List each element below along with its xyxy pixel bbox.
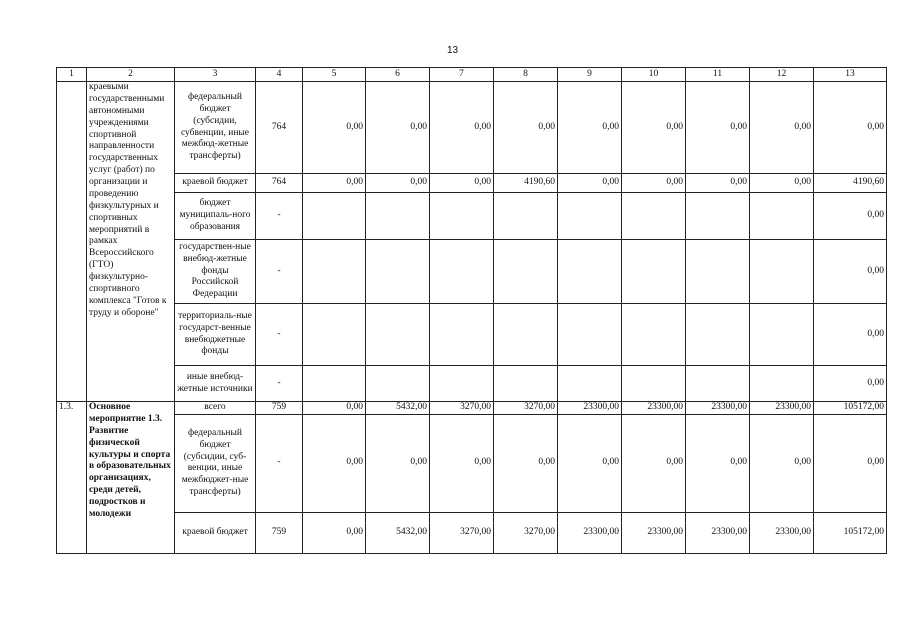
amount-cell-col-7	[430, 366, 494, 402]
table-row	[57, 512, 887, 553]
amount-cell-col-12: 23300,00	[750, 402, 814, 415]
amount-cell-col-8: 0,00	[494, 414, 558, 512]
budget-code: -	[256, 366, 303, 402]
amount-cell-col-8	[494, 193, 558, 240]
amount-cell-col-5	[303, 240, 366, 304]
amount-cell-col-9: 0,00	[558, 82, 622, 174]
amount-cell-col-9: 0,00	[558, 174, 622, 193]
column-header-8: 8	[494, 68, 558, 82]
funding-source: государствен-ные внебюд-жетные фонды Российской Федерации	[175, 240, 256, 304]
amount-cell-col-12: 23300,00	[750, 512, 814, 553]
amount-cell-col-11: 23300,00	[686, 402, 750, 415]
amount-cell-col-8: 0,00	[494, 82, 558, 174]
funding-source: всего	[175, 402, 256, 415]
column-header-row	[57, 68, 887, 82]
amount-cell-col-12	[750, 366, 814, 402]
column-header-6: 6	[366, 68, 430, 82]
budget-code: -	[256, 414, 303, 512]
amount-cell-col-10: 0,00	[622, 414, 686, 512]
table-row	[57, 82, 887, 174]
amount-cell-col-9: 23300,00	[558, 512, 622, 553]
amount-cell-col-13: 0,00	[814, 240, 887, 304]
column-header-2: 2	[87, 68, 175, 82]
amount-cell-col-13: 4190,60	[814, 174, 887, 193]
amount-cell-col-5	[303, 366, 366, 402]
amount-cell-col-12	[750, 193, 814, 240]
amount-cell-col-6: 0,00	[366, 174, 430, 193]
table-row	[57, 174, 887, 193]
amount-cell-col-5	[303, 304, 366, 366]
amount-cell-col-11: 0,00	[686, 174, 750, 193]
amount-cell-col-10	[622, 240, 686, 304]
table-row	[57, 240, 887, 304]
amount-cell-col-5: 0,00	[303, 402, 366, 415]
amount-cell-col-9	[558, 366, 622, 402]
amount-cell-col-5: 0,00	[303, 82, 366, 174]
amount-cell-col-11: 0,00	[686, 82, 750, 174]
amount-cell-col-6	[366, 366, 430, 402]
column-header-12: 12	[750, 68, 814, 82]
budget-code: -	[256, 193, 303, 240]
amount-cell-col-8	[494, 240, 558, 304]
row-number-cell: 1.3.	[57, 402, 87, 554]
amount-cell-col-5: 0,00	[303, 512, 366, 553]
page-number: 13	[446, 45, 459, 56]
amount-cell-col-10	[622, 366, 686, 402]
column-header-1: 1	[57, 68, 87, 82]
amount-cell-col-10: 23300,00	[622, 512, 686, 553]
amount-cell-col-9: 0,00	[558, 414, 622, 512]
amount-cell-col-11	[686, 193, 750, 240]
amount-cell-col-6: 5432,00	[366, 402, 430, 415]
amount-cell-col-8: 3270,00	[494, 402, 558, 415]
amount-cell-col-12: 0,00	[750, 174, 814, 193]
amount-cell-col-7: 0,00	[430, 174, 494, 193]
funding-source: федеральный бюджет (субсидии, субвенции, иные межбюд-жетные трансферты)	[175, 82, 256, 174]
table-row	[57, 402, 887, 415]
amount-cell-col-13: 105172,00	[814, 402, 887, 415]
column-header-4: 4	[256, 68, 303, 82]
amount-cell-col-7: 0,00	[430, 414, 494, 512]
amount-cell-col-12	[750, 304, 814, 366]
budget-code: 759	[256, 512, 303, 553]
amount-cell-col-6: 5432,00	[366, 512, 430, 553]
funding-source: краевой бюджет	[175, 512, 256, 553]
amount-cell-col-10: 0,00	[622, 174, 686, 193]
amount-cell-col-11	[686, 366, 750, 402]
amount-cell-col-10: 23300,00	[622, 402, 686, 415]
amount-cell-col-10	[622, 304, 686, 366]
column-header-10: 10	[622, 68, 686, 82]
amount-cell-col-8	[494, 366, 558, 402]
column-header-11: 11	[686, 68, 750, 82]
column-header-5: 5	[303, 68, 366, 82]
amount-cell-col-13: 0,00	[814, 193, 887, 240]
amount-cell-col-9: 23300,00	[558, 402, 622, 415]
amount-cell-col-13: 0,00	[814, 82, 887, 174]
amount-cell-col-5: 0,00	[303, 414, 366, 512]
amount-cell-col-5	[303, 193, 366, 240]
table-row	[57, 304, 887, 366]
amount-cell-col-10: 0,00	[622, 82, 686, 174]
amount-cell-col-6	[366, 193, 430, 240]
amount-cell-col-13: 0,00	[814, 366, 887, 402]
budget-code: -	[256, 304, 303, 366]
measure-description: краевыми государственными автономными учреждениями спортивной направленности государственных услуг (работ) по организации и проведению физкультурных и спортивных мероприятий в рамках Всероссийского (ГТО) физкультурно-спортивного комплекса "Готов к труду и обороне"	[87, 82, 175, 402]
amount-cell-col-11	[686, 304, 750, 366]
funding-source: территориаль-ные государст-венные внебюджетные фонды	[175, 304, 256, 366]
funding-source: иные внебюд-жетные источники	[175, 366, 256, 402]
amount-cell-col-8: 3270,00	[494, 512, 558, 553]
budget-code: 764	[256, 82, 303, 174]
amount-cell-col-7	[430, 240, 494, 304]
funding-source: федеральный бюджет (субсидии, суб-венции, иные межбюджет-ные трансферты)	[175, 414, 256, 512]
amount-cell-col-6	[366, 240, 430, 304]
amount-cell-col-6: 0,00	[366, 414, 430, 512]
amount-cell-col-5: 0,00	[303, 174, 366, 193]
amount-cell-col-12: 0,00	[750, 82, 814, 174]
amount-cell-col-13: 0,00	[814, 414, 887, 512]
table-row	[57, 193, 887, 240]
amount-cell-col-11: 0,00	[686, 414, 750, 512]
row-number-cell	[57, 82, 87, 402]
column-header-9: 9	[558, 68, 622, 82]
budget-code: 759	[256, 402, 303, 415]
amount-cell-col-10	[622, 193, 686, 240]
amount-cell-col-11: 23300,00	[686, 512, 750, 553]
amount-cell-col-9	[558, 240, 622, 304]
column-header-7: 7	[430, 68, 494, 82]
amount-cell-col-7: 3270,00	[430, 402, 494, 415]
amount-cell-col-11	[686, 240, 750, 304]
column-header-3: 3	[175, 68, 256, 82]
budget-code: -	[256, 240, 303, 304]
amount-cell-col-7: 3270,00	[430, 512, 494, 553]
amount-cell-col-12	[750, 240, 814, 304]
funding-source: бюджет муниципаль-ного образования	[175, 193, 256, 240]
budget-table	[56, 67, 887, 554]
amount-cell-col-7: 0,00	[430, 82, 494, 174]
amount-cell-col-8: 4190,60	[494, 174, 558, 193]
amount-cell-col-9	[558, 193, 622, 240]
amount-cell-col-7	[430, 304, 494, 366]
funding-source: краевой бюджет	[175, 174, 256, 193]
measure-description: Основное мероприятие 1.3. Развитие физической культуры и спорта в образовательных организациях, среди детей, подростков и молодежи	[87, 402, 175, 554]
amount-cell-col-13: 0,00	[814, 304, 887, 366]
amount-cell-col-8	[494, 304, 558, 366]
table-row	[57, 414, 887, 512]
budget-code: 764	[256, 174, 303, 193]
amount-cell-col-9	[558, 304, 622, 366]
amount-cell-col-13: 105172,00	[814, 512, 887, 553]
amount-cell-col-12: 0,00	[750, 414, 814, 512]
table-row	[57, 366, 887, 402]
amount-cell-col-6	[366, 304, 430, 366]
amount-cell-col-6: 0,00	[366, 82, 430, 174]
column-header-13: 13	[814, 68, 887, 82]
amount-cell-col-7	[430, 193, 494, 240]
